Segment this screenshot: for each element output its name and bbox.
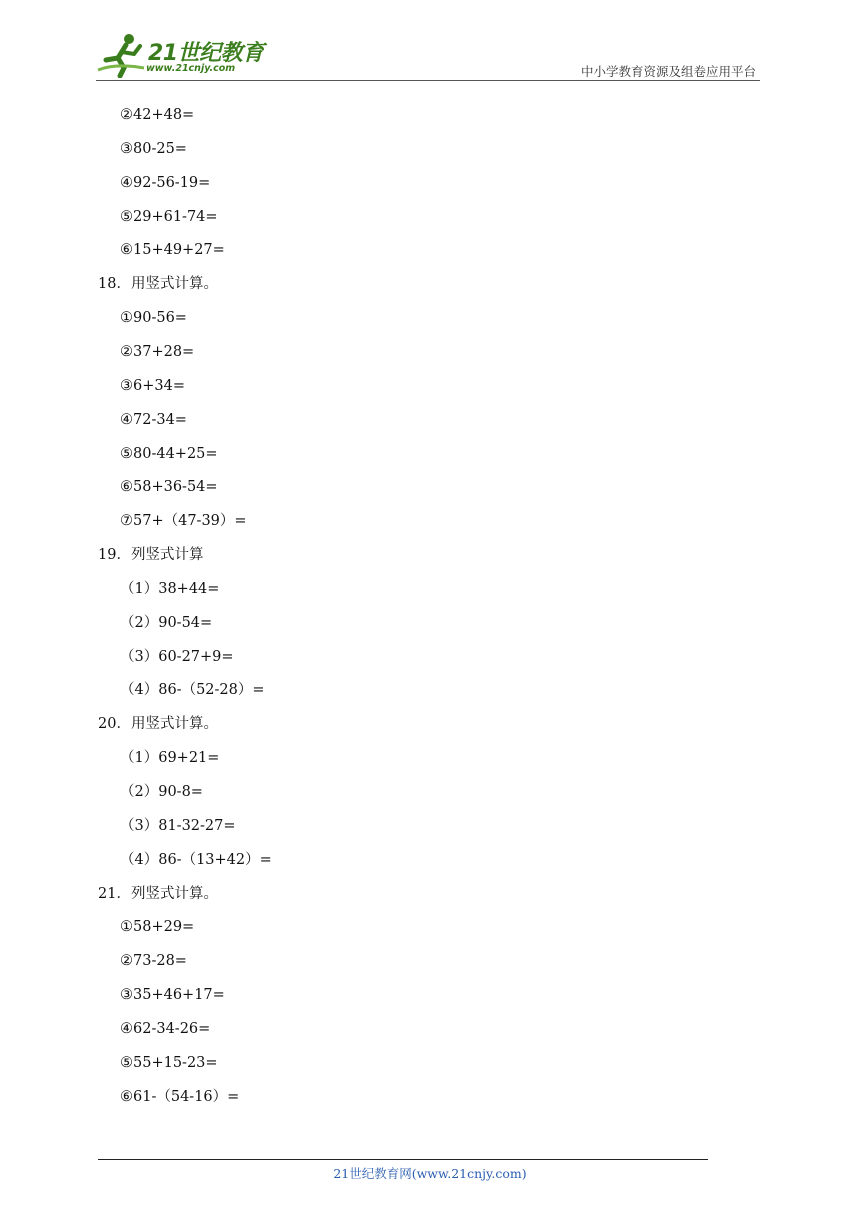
exercise-item: （4）86-（52-28）= — [120, 682, 265, 698]
exercise-item: ①90-56= — [120, 310, 187, 326]
exercise-item: ⑤29+61-74= — [120, 209, 218, 225]
exercise-item: ⑤80-44+25= — [120, 446, 218, 462]
exercise-item: ⑥61-（54-16）= — [120, 1089, 240, 1105]
page-footer[interactable]: 21世纪教育网(www.21cnjy.com) — [333, 1166, 527, 1181]
page-header — [96, 30, 760, 80]
question-heading: 18．用竖式计算。 — [98, 276, 218, 292]
exercise-item: （2）90-8= — [120, 784, 203, 800]
header-tagline: 中小学教育资源及组卷应用平台 — [580, 64, 756, 79]
exercise-item: ②42+48= — [120, 107, 195, 123]
exercise-item: ①58+29= — [120, 919, 195, 935]
exercise-item: （1）69+21= — [120, 750, 220, 766]
exercise-item: ②37+28= — [120, 344, 195, 360]
exercise-item: （1）38+44= — [120, 581, 220, 597]
footer-divider — [98, 1159, 708, 1160]
exercise-item: （3）60-27+9= — [120, 649, 234, 665]
question-heading: 20．用竖式计算。 — [98, 716, 218, 732]
exercise-item: ④62-34-26= — [120, 1021, 211, 1037]
site-logo[interactable] — [96, 30, 266, 78]
exercise-item: （2）90-54= — [120, 615, 213, 631]
exercise-item: ③35+46+17= — [120, 987, 225, 1003]
question-heading: 19．列竖式计算 — [98, 547, 204, 563]
logo-text: 21世纪教育 — [148, 41, 264, 66]
exercise-item: ④92-56-19= — [120, 175, 211, 191]
exercise-item: ③6+34= — [120, 378, 185, 394]
exercise-item: （4）86-（13+42）= — [120, 852, 272, 868]
runner-icon — [96, 30, 148, 78]
exercise-item: ②73-28= — [120, 953, 187, 969]
logo-url: www.21cnjy.com — [146, 63, 236, 74]
exercise-item: ⑥58+36-54= — [120, 479, 218, 495]
exercise-item: ⑦57+（47-39）= — [120, 513, 247, 529]
exercise-item: ③80-25= — [120, 141, 187, 157]
exercise-item: ⑤55+15-23= — [120, 1055, 218, 1071]
exercise-item: ④72-34= — [120, 412, 187, 428]
header-divider — [96, 80, 760, 81]
question-heading: 21．列竖式计算。 — [98, 886, 218, 902]
exercise-item: （3）81-32-27= — [120, 818, 236, 834]
exercise-item: ⑥15+49+27= — [120, 242, 225, 258]
